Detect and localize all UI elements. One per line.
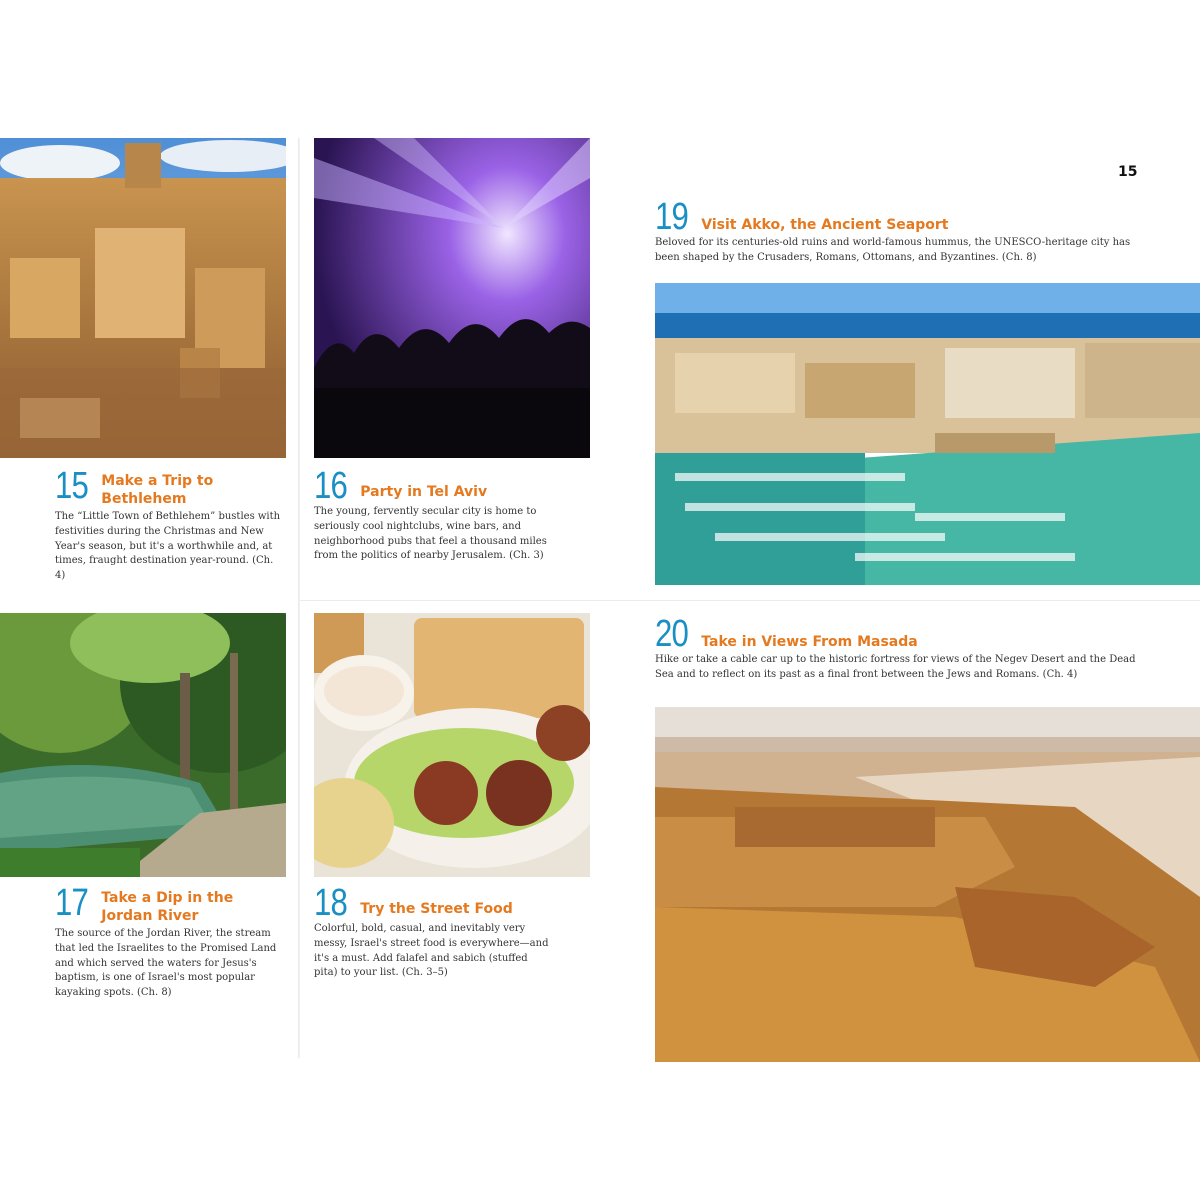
masada-photo (655, 707, 1200, 1062)
entry-description: Hike or take a cable car up to the historic fortress for views of the Negev Desert and the Dead Sea and to reflect on its past as a final front between the Jews and Romans. (Ch. 4) (655, 654, 1136, 680)
page-number: 15 (1118, 164, 1138, 180)
entry-title: Take a Dip in the Jordan River (101, 890, 234, 924)
akko-seaport-photo (655, 283, 1200, 585)
entry-number: 16 (314, 465, 348, 507)
entry-description: The source of the Jordan River, the stream that led the Israelites to the Promised Land and which served the waters for Jesus's baptism, is one of Israel's most popular kayaking spots. (Ch. 8) (55, 928, 277, 999)
entry-number: 19 (655, 196, 689, 238)
section-divider (300, 600, 1200, 601)
entry-number: 20 (655, 613, 689, 655)
entry-17 (55, 882, 285, 1001)
entry-number: 15 (55, 465, 89, 507)
entry-title: Try the Street Food (360, 901, 513, 917)
entry-title: Make a Trip to Bethlehem (101, 473, 214, 507)
entry-description: The young, fervently secular city is home to seriously cool nightclubs, wine bars, and neighborhood pubs that feel a thousand miles from the politics of nearby Jerusalem. (Ch. 3) (314, 506, 547, 562)
entry-description: Colorful, bold, casual, and inevitably very messy, Israel's street food is everywhere—and it's a must. Add falafel and sabich (stuffed pita) to your list. (Ch. 3–5) (314, 923, 549, 979)
entry-number: 17 (55, 882, 89, 924)
entry-title: Visit Akko, the Ancient Seaport (701, 217, 949, 233)
entry-15 (55, 465, 285, 584)
entry-19 (655, 196, 1145, 266)
entry-18 (314, 882, 549, 981)
entry-description: Beloved for its centuries-old ruins and world-famous hummus, the UNESCO-heritage city has been shaped by the Crusaders, Romans, Ottomans, and Byzantines. (Ch. 8) (655, 237, 1131, 263)
tel-aviv-party-photo (314, 138, 590, 458)
entry-title: Take in Views From Masada (701, 634, 918, 650)
entry-title: Party in Tel Aviv (360, 484, 488, 500)
street-food-photo (314, 613, 590, 877)
page-gutter (298, 138, 300, 1058)
jordan-river-photo (0, 613, 286, 877)
entry-description: The “Little Town of Bethlehem” bustles with festivities during the Christmas and New Year's season, but it's a worthwhile and, at times, fraught destination year-round. (Ch. 4) (55, 511, 281, 582)
bethlehem-photo (0, 138, 286, 458)
entry-20 (655, 613, 1145, 683)
entry-number: 18 (314, 882, 348, 924)
entry-16 (314, 465, 549, 564)
